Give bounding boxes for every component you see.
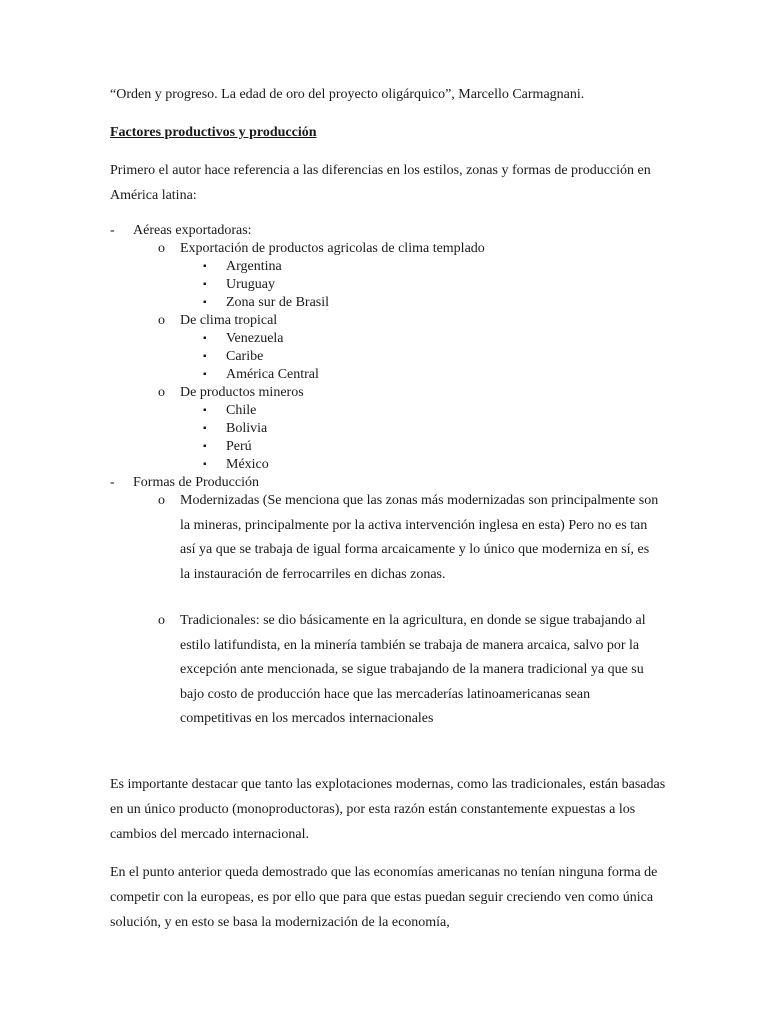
section-heading: Factores productivos y producción — [110, 125, 317, 140]
circle-bullet-icon: o — [158, 241, 165, 256]
square-bullet-icon: ▪ — [203, 333, 207, 344]
square-bullet-icon: ▪ — [203, 297, 207, 308]
square-bullet-icon: ▪ — [203, 261, 207, 272]
list-item: Chile — [226, 403, 257, 418]
square-bullet-icon: ▪ — [203, 279, 207, 290]
square-bullet-icon: ▪ — [203, 441, 207, 452]
paragraph-modernizacion: En el punto anterior queda demostrado que las economías americanas no tenían ninguna forma de competir con la europeas, es por ello que para que estas puedan seguir creciendo ven como única solución, y en esto se basa la modernización de la economía, — [110, 865, 658, 930]
list-item: Bolivia — [226, 421, 268, 436]
group-label: De productos mineros — [180, 385, 304, 400]
production-form-modernizadas: Modernizadas (Se menciona que las zonas más modernizadas son principalmente son la mineras, principalmente por la activa intervención inglesa en esta) Pero no es tan así ya que se trabaja de igual forma arcaicamente y lo único que moderniza en sí, es la instauración de ferrocarriles en dichas zonas. — [180, 493, 659, 582]
list-item: Perú — [226, 439, 252, 454]
square-bullet-icon: ▪ — [203, 351, 207, 362]
circle-bullet-icon: o — [158, 493, 165, 508]
circle-bullet-icon: o — [158, 613, 165, 628]
square-bullet-icon: ▪ — [203, 459, 207, 470]
intro-paragraph: Primero el autor hace referencia a las diferencias en los estilos, zonas y formas de producción en América latina: — [110, 163, 651, 203]
square-bullet-icon: ▪ — [203, 369, 207, 380]
group-label: De clima tropical — [180, 313, 278, 328]
section1-label: Aéreas exportadoras: — [133, 223, 252, 238]
dash-marker: - — [110, 223, 115, 238]
list-item: Uruguay — [226, 277, 275, 292]
list-item: México — [226, 457, 269, 472]
square-bullet-icon: ▪ — [203, 423, 207, 434]
circle-bullet-icon: o — [158, 385, 165, 400]
section2-label: Formas de Producción — [133, 475, 259, 490]
square-bullet-icon: ▪ — [203, 405, 207, 416]
production-form-tradicionales: Tradicionales: se dio básicamente en la agricultura, en donde se sigue trabajando al estilo latifundista, en la minería también se trabaja de manera arcaica, salvo por la excepción ante mencionada, se sigue trabajando de la manera tradicional ya que su bajo costo de producción hace que las mercaderías latinoamericanas sean competitivas en los mercados internacionales — [180, 613, 646, 727]
circle-bullet-icon: o — [158, 313, 165, 328]
list-item: Zona sur de Brasil — [226, 295, 330, 310]
dash-marker: - — [110, 475, 115, 490]
list-item: Venezuela — [226, 331, 284, 346]
group-label: Exportación de productos agricolas de clima templado — [180, 241, 485, 256]
list-item: Caribe — [226, 349, 264, 364]
list-item: América Central — [226, 367, 319, 382]
list-item: Argentina — [226, 259, 282, 274]
paragraph-monoproductoras: Es importante destacar que tanto las explotaciones modernas, como las tradicionales, están basadas en un único producto (monoproductoras), por esta razón están constantemente expuestas a los cambios del mercado internacional. — [110, 777, 666, 842]
document-title-line: “Orden y progreso. La edad de oro del proyecto oligárquico”, Marcello Carmagnani. — [110, 87, 585, 102]
